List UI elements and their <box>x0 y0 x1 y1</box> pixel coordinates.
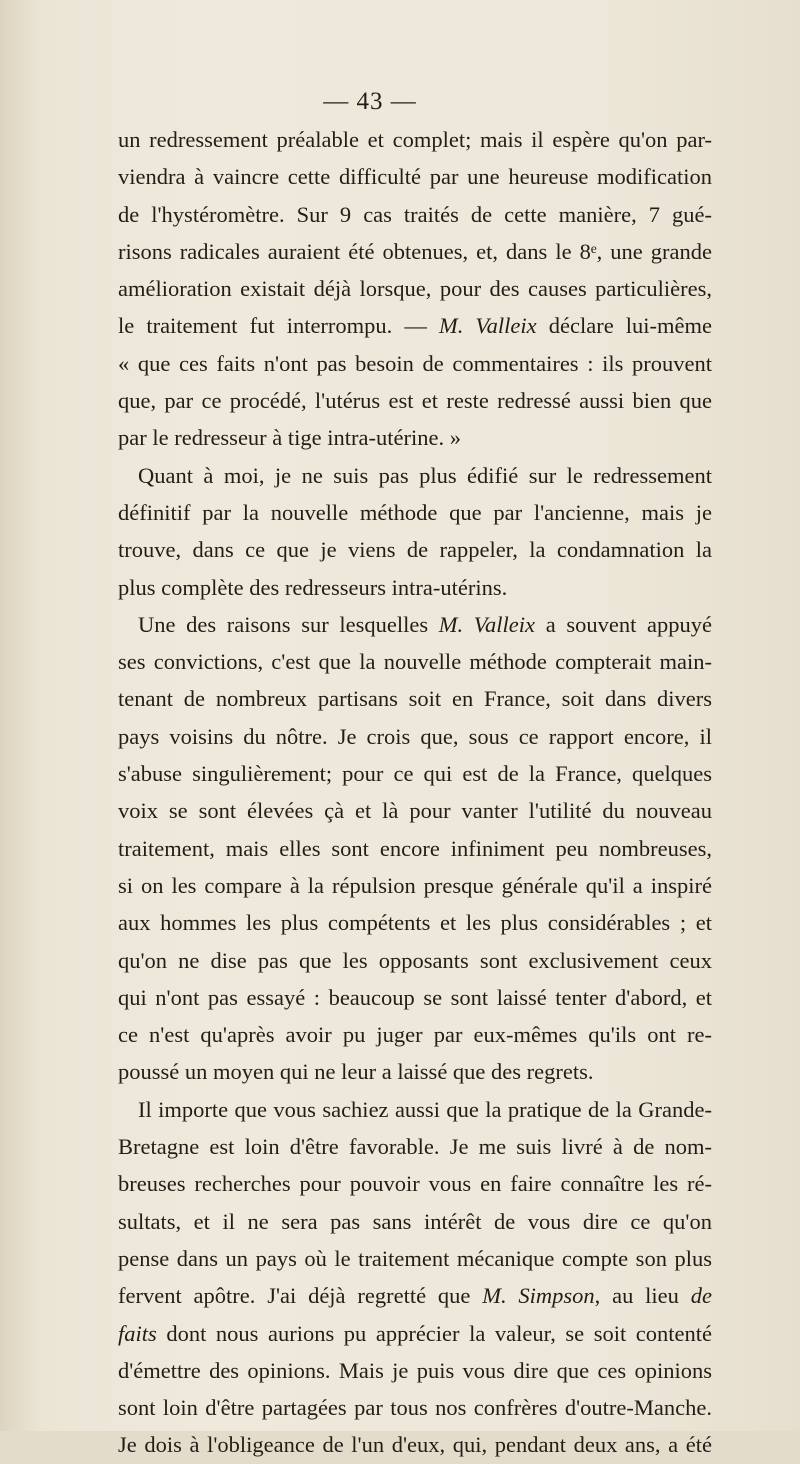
text-line: un redressement préalable et complet; mais il espère qu'on par- <box>118 127 712 152</box>
text-line: sultats, et il ne sera pas sans intérêt de vous dire ce qu'on <box>118 1208 712 1234</box>
author-name: M. Valleix <box>438 611 536 637</box>
author-name: M. Simpson <box>482 1283 595 1309</box>
text-line: pense dans un pays où le traitement mécanique compte son plus <box>118 1245 712 1271</box>
text-line: que, par ce procédé, l'utérus est et reste redressé aussi bien que <box>118 388 712 414</box>
text-line: s'abuse singulièrement; pour ce qui est de la France, quelques <box>118 761 712 787</box>
text-line: sont loin d'être partagées par tous nos confrères d'outre-Manche. <box>118 1395 712 1421</box>
text-line: qu'on ne dise pas que les opposants sont exclusivement ceux <box>118 947 712 973</box>
body-text <box>118 121 712 1464</box>
paragraph-start: Une des raisons sur lesquelles M. Valleix a souvent appuyé <box>138 611 712 637</box>
text-line: ce n'est qu'après avoir pu juger par eux-mêmes qu'ils ont re- <box>118 1022 712 1048</box>
text-line: Je dois à l'obligeance de l'un d'eux, qui, pendant deux ans, a été <box>118 1432 712 1458</box>
text-line: Bretagne est loin d'être favorable. Je me suis livré à de nom- <box>118 1134 712 1160</box>
text-line: amélioration existait déjà lorsque, pour des causes particulières, <box>118 276 712 302</box>
text-line: poussé un moyen qui ne leur a laissé que des regrets. <box>118 1059 594 1085</box>
text-line: breuses recherches pour pouvoir vous en faire connaître les ré- <box>118 1171 712 1197</box>
text-line: définitif par la nouvelle méthode que par l'ancienne, mais je <box>118 499 712 525</box>
author-name: M. Valleix <box>438 313 537 339</box>
emphasis: de <box>690 1283 712 1309</box>
text-line: aux hommes les plus compétents et les plus considérables ; et <box>118 910 712 936</box>
text-line: viendra à vaincre cette difficulté par une heureuse modification <box>118 164 712 190</box>
text-line: de l'hystéromètre. Sur 9 cas traités de cette manière, 7 gué- <box>118 201 712 227</box>
paragraph-start: Il importe que vous sachiez aussi que la pratique de la Grande- <box>138 1096 712 1122</box>
text-line: faits dont nous aurions pu apprécier la valeur, se soit contenté <box>118 1320 712 1346</box>
text-line: risons radicales auraient été obtenues, et, dans le 8ᵉ, une grande <box>118 238 712 264</box>
text-line: le traitement fut interrompu. — M. Valleix déclare lui-même <box>118 313 712 339</box>
paragraph-start: Quant à moi, je ne suis pas plus édifié sur le redressement <box>138 462 712 488</box>
text-line: tenant de nombreux partisans soit en France, soit dans divers <box>118 686 712 712</box>
text-line: ses convictions, c'est que la nouvelle méthode compterait main- <box>118 649 712 675</box>
text-line: trouve, dans ce que je viens de rappeler, la condamnation la <box>118 537 712 563</box>
text-line: d'émettre des opinions. Mais je puis vous dire que ces opinions <box>118 1357 712 1383</box>
text-line: « que ces faits n'ont pas besoin de commentaires : ils prouvent <box>118 350 712 376</box>
emphasis: faits <box>118 1320 157 1346</box>
text-line: traitement, mais elles sont encore infiniment peu nombreuses, <box>118 835 712 861</box>
text-line: pays voisins du nôtre. Je crois que, sous ce rapport encore, il <box>118 723 712 749</box>
text-line: plus complète des redresseurs intra-utérins. <box>118 574 508 600</box>
text-line: par le redresseur à tige intra-utérine. » <box>118 425 461 451</box>
text-line: qui n'ont pas essayé : beaucoup se sont laissé tenter d'abord, et <box>118 984 712 1010</box>
text-line: fervent apôtre. J'ai déjà regretté que M. Simpson, au lieu de <box>118 1283 712 1309</box>
text-line: si on les compare à la répulsion presque générale qu'il a inspiré <box>118 872 712 898</box>
page-number: — 43 — <box>323 88 417 115</box>
text-line: voix se sont élevées çà et là pour vanter l'utilité du nouveau <box>118 798 712 824</box>
